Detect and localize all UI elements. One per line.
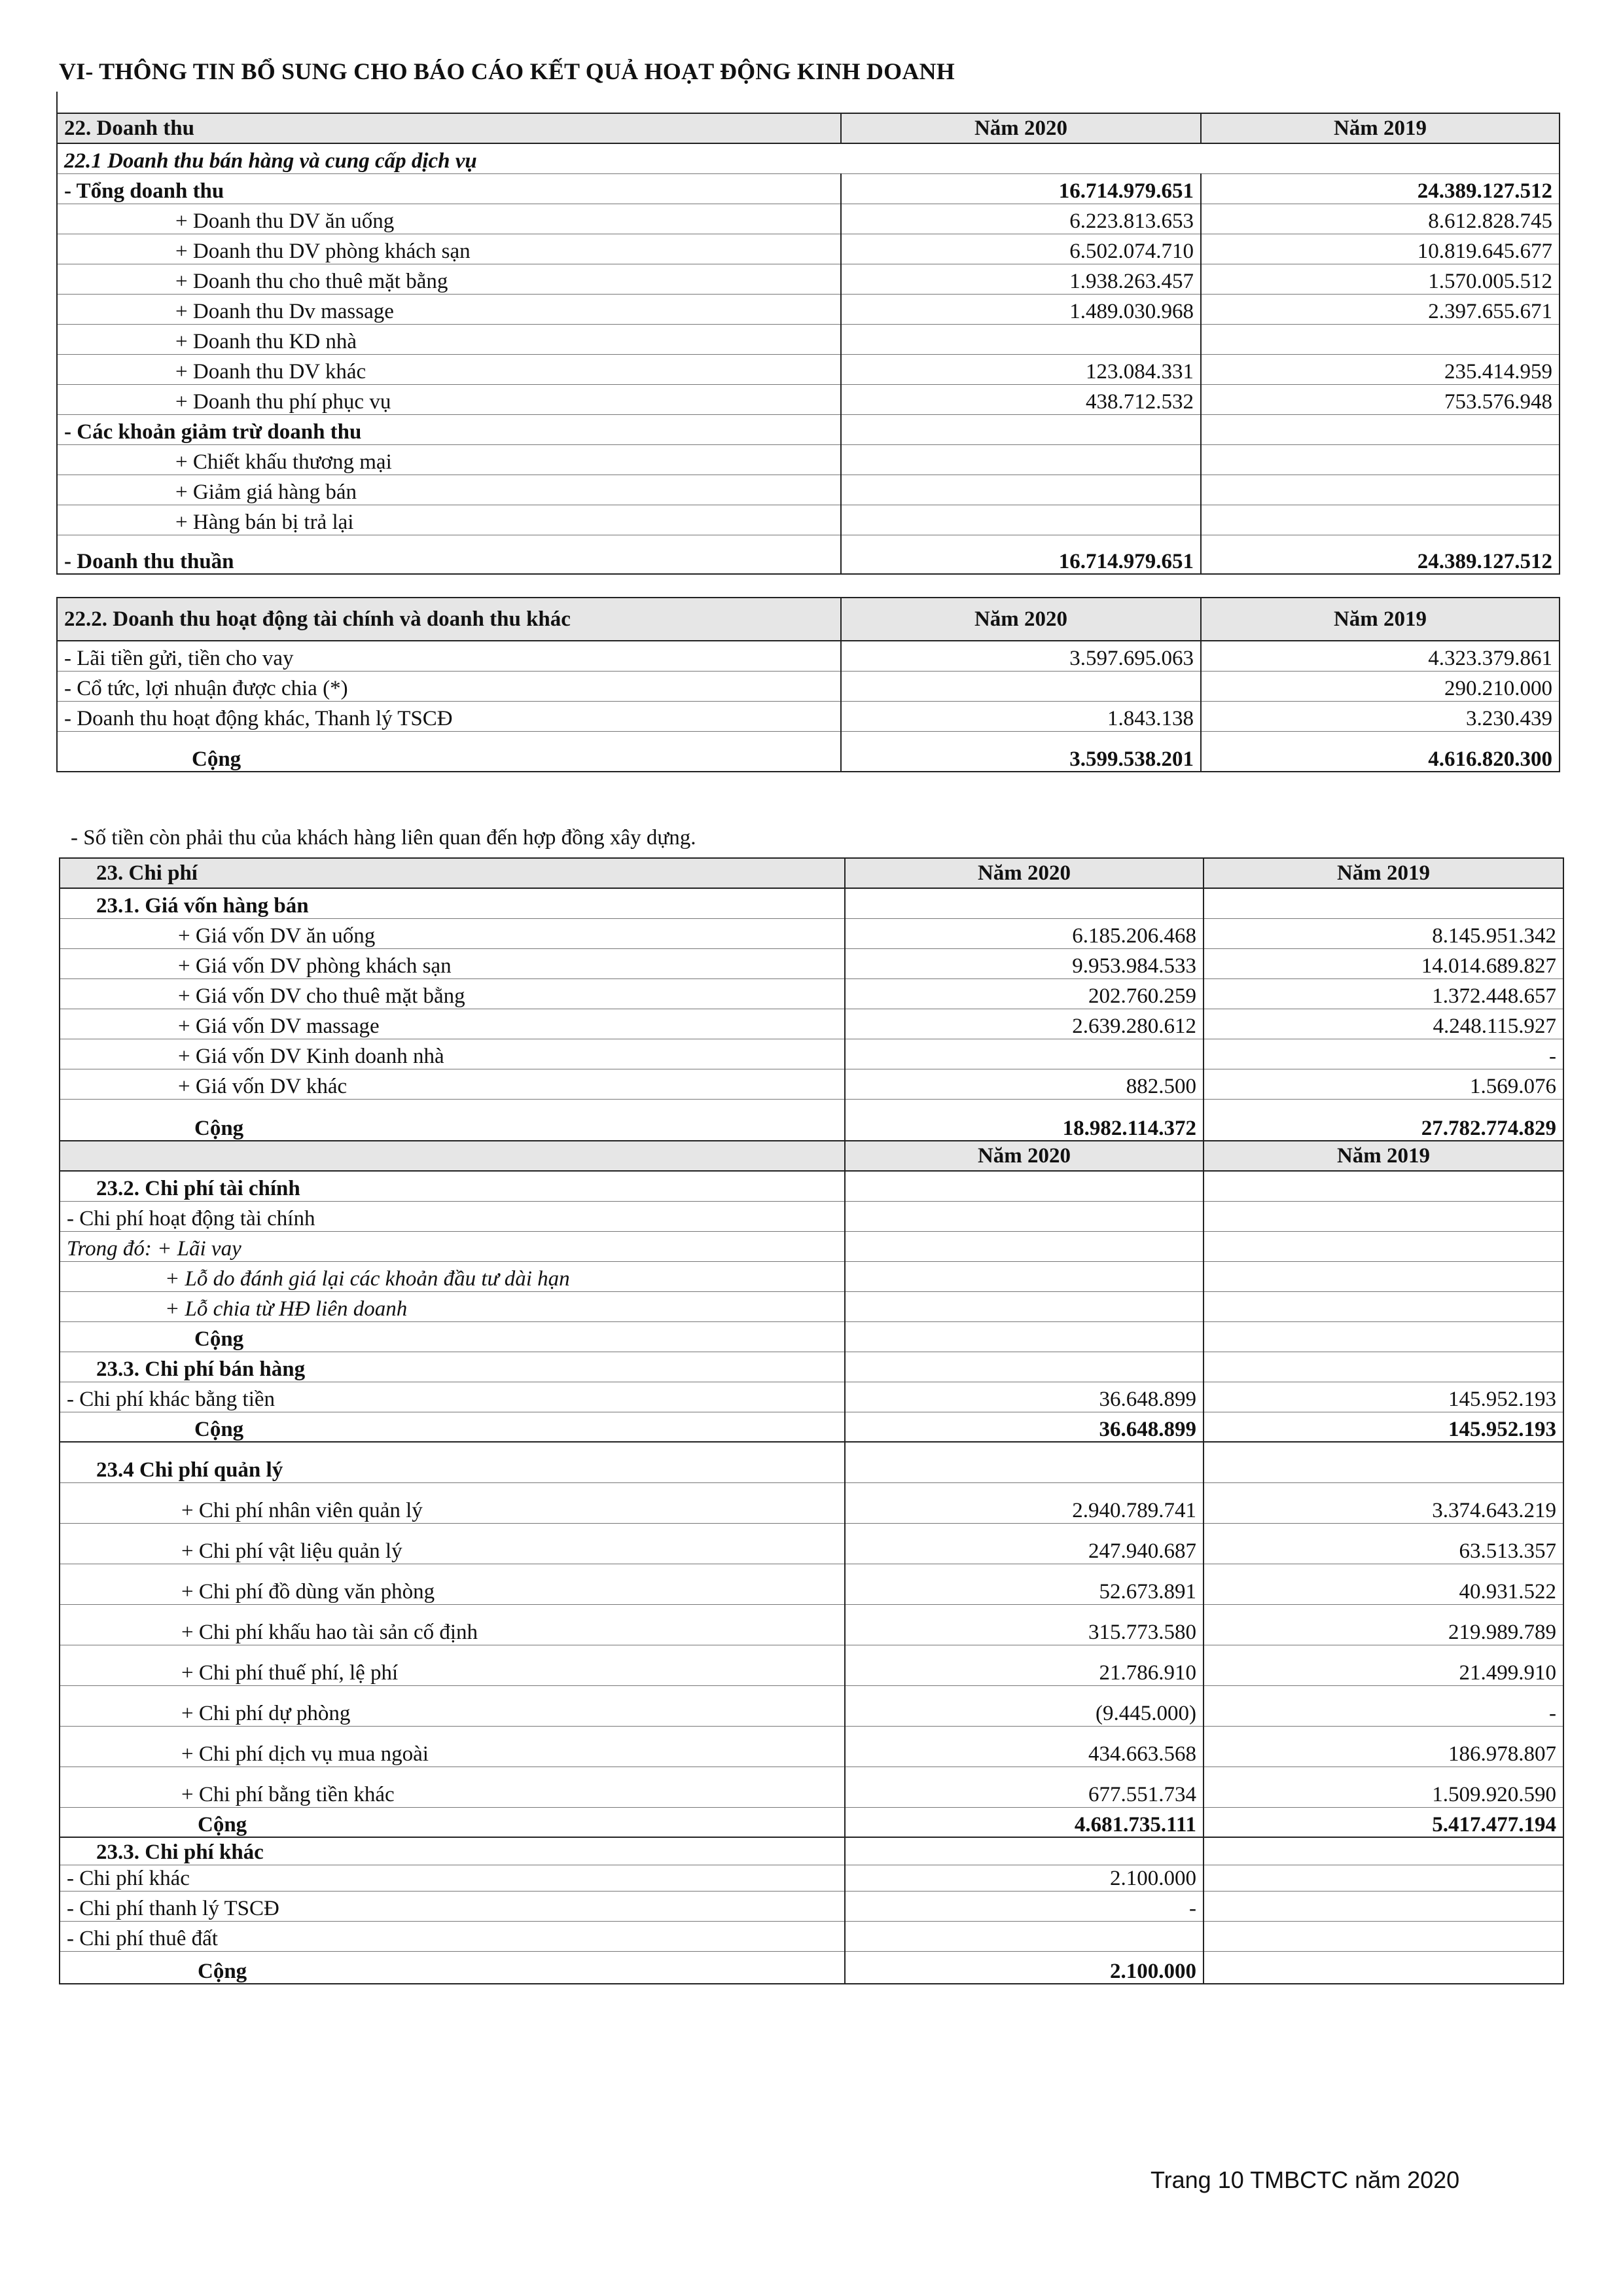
table-row: [60, 1482, 1563, 1523]
table-row: [60, 1171, 1563, 1201]
row-label: [57, 641, 841, 671]
table-row: [57, 701, 1560, 731]
value-2020: [841, 671, 1201, 701]
value-2020: [845, 1261, 1204, 1291]
value-2020: [845, 1442, 1204, 1482]
table-row: [60, 1352, 1563, 1382]
table-row: [60, 1382, 1563, 1412]
row-label: [60, 918, 845, 948]
row-label: [57, 475, 841, 505]
label-text: + Doanh thu cho thuê mặt bằng: [175, 270, 448, 294]
value-2020: [841, 324, 1201, 354]
value-2020: 123.084.331: [841, 354, 1201, 384]
value-2020: [845, 888, 1204, 918]
label-text: - Doanh thu thuần: [64, 549, 234, 573]
value-2019: [1204, 1231, 1563, 1261]
row-label: [60, 1865, 845, 1891]
value-2019: [1204, 1291, 1563, 1321]
table-row: [60, 1921, 1563, 1951]
value-2019: [1204, 1837, 1563, 1865]
table-row: [60, 1767, 1563, 1807]
row-label: [57, 598, 841, 641]
value-2019: 24.389.127.512: [1201, 173, 1560, 204]
table-row: [57, 641, 1560, 671]
value-2019: 27.782.774.829: [1204, 1099, 1563, 1141]
row-label: [60, 1807, 845, 1837]
table-row: [60, 1685, 1563, 1726]
row-label: [57, 234, 841, 264]
value-2020: 6.185.206.468: [845, 918, 1204, 948]
table-row: [57, 173, 1560, 204]
value-2020: 21.786.910: [845, 1645, 1204, 1685]
value-2019: Năm 2019: [1201, 598, 1560, 641]
row-label: [57, 324, 841, 354]
label-text: + Doanh thu phí phục vụ: [175, 390, 391, 414]
label-text: - Chi phí thuê đất: [67, 1927, 218, 1951]
label-text: - Chi phí hoạt động tài chính: [67, 1207, 315, 1231]
value-2020: 16.714.979.651: [841, 535, 1201, 574]
value-2020: [845, 1201, 1204, 1231]
row-label: [60, 1767, 845, 1807]
label-text: 22. Doanh thu: [64, 116, 194, 140]
label-text: + Doanh thu DV phòng khách sạn: [175, 240, 471, 264]
table-row: [57, 354, 1560, 384]
value-2020: Năm 2020: [845, 858, 1204, 888]
row-label: [57, 671, 841, 701]
value-2020: Năm 2020: [845, 1141, 1204, 1171]
table-row: [60, 1442, 1563, 1482]
total-row: [57, 731, 1560, 772]
row-label: [60, 888, 845, 918]
row-label: [60, 1482, 845, 1523]
label-text: - Lãi tiền gửi, tiền cho vay: [64, 647, 294, 671]
label-text: + Chi phí dịch vụ mua ngoài: [181, 1742, 429, 1767]
value-2019: 4.248.115.927: [1204, 1009, 1563, 1039]
row-label: [60, 1442, 845, 1482]
row-label: [60, 1921, 845, 1951]
table-row: [60, 978, 1563, 1009]
table-row: [60, 1009, 1563, 1039]
label-text: Trong đó: + Lãi vay: [67, 1237, 241, 1261]
value-2019: 63.513.357: [1204, 1523, 1563, 1564]
table-row: [57, 414, 1560, 444]
row-label: [60, 1231, 845, 1261]
row-label: [57, 535, 841, 574]
row-label: [60, 1891, 845, 1921]
row-label: [57, 113, 841, 143]
table-row: [60, 948, 1563, 978]
value-2019: [1204, 1201, 1563, 1231]
value-2020: 2.639.280.612: [845, 1009, 1204, 1039]
label-text: 23.2. Chi phí tài chính: [96, 1177, 300, 1201]
table-row: [57, 384, 1560, 414]
value-2020: 247.940.687: [845, 1523, 1204, 1564]
label-text: + Doanh thu Dv massage: [175, 300, 394, 324]
table-row: [60, 1231, 1563, 1261]
value-2019: [1204, 1261, 1563, 1291]
table-row: [57, 294, 1560, 324]
label-text: - Tổng doanh thu: [64, 179, 224, 204]
value-2020: 6.502.074.710: [841, 234, 1201, 264]
label-text: - Các khoản giảm trừ doanh thu: [64, 420, 362, 444]
row-label: [57, 354, 841, 384]
value-2020: 18.982.114.372: [845, 1099, 1204, 1141]
row-label: [60, 1951, 845, 1984]
label-text: - Cổ tức, lợi nhuận được chia (*): [64, 677, 348, 701]
value-2019: [1204, 1951, 1563, 1984]
label-text: + Giá vốn DV cho thuê mặt bằng: [178, 984, 465, 1009]
value-2020: 202.760.259: [845, 978, 1204, 1009]
value-2019: 145.952.193: [1204, 1412, 1563, 1442]
table-row: [57, 475, 1560, 505]
value-2019: Năm 2019: [1204, 858, 1563, 888]
table-row: [60, 1645, 1563, 1685]
row-label: [57, 701, 841, 731]
row-label: [60, 1523, 845, 1564]
row-label: [60, 1564, 845, 1604]
value-2019: [1201, 414, 1560, 444]
row-label: [60, 1645, 845, 1685]
value-2020: 52.673.891: [845, 1564, 1204, 1604]
label-text: + Chiết khấu thương mại: [175, 450, 392, 475]
total-row: [60, 1807, 1563, 1837]
row-label: [60, 1291, 845, 1321]
value-2020: 4.681.735.111: [845, 1807, 1204, 1837]
table-row: [60, 1261, 1563, 1291]
row-label: [57, 384, 841, 414]
value-2019: 8.612.828.745: [1201, 204, 1560, 234]
row-label: [60, 1837, 845, 1865]
label-text: 23.1. Giá vốn hàng bán: [96, 894, 309, 918]
label-text: + Giá vốn DV phòng khách sạn: [178, 954, 452, 978]
total-row: [57, 535, 1560, 574]
table-row: [60, 1837, 1563, 1865]
value-2020: [845, 1837, 1204, 1865]
table-row: [57, 264, 1560, 294]
value-2020: 1.489.030.968: [841, 294, 1201, 324]
label-text: 23.3. Chi phí khác: [96, 1840, 264, 1865]
value-2019: 1.569.076: [1204, 1069, 1563, 1099]
row-label: [57, 414, 841, 444]
value-2019: [1204, 1321, 1563, 1352]
value-2019: 186.978.807: [1204, 1726, 1563, 1767]
row-label: [60, 1604, 845, 1645]
value-2019: 1.372.448.657: [1204, 978, 1563, 1009]
table-row: [57, 505, 1560, 535]
label-text: + Doanh thu DV ăn uống: [175, 209, 395, 234]
label-text: + Lỗ chia từ HĐ liên doanh: [165, 1297, 408, 1321]
table-header-row: [60, 858, 1563, 888]
value-2020: Năm 2020: [841, 598, 1201, 641]
label-text: - Chi phí khác: [67, 1867, 190, 1891]
value-2019: 3.230.439: [1201, 701, 1560, 731]
value-2019: [1204, 1442, 1563, 1482]
revenue-table: [56, 113, 1560, 575]
row-label: [60, 1009, 845, 1039]
value-2020: [841, 444, 1201, 475]
row-label: [57, 264, 841, 294]
value-2019: 5.417.477.194: [1204, 1807, 1563, 1837]
value-2019: [1204, 888, 1563, 918]
value-2019: Năm 2019: [1204, 1141, 1563, 1171]
value-2019: 4.323.379.861: [1201, 641, 1560, 671]
value-2020: [841, 505, 1201, 535]
value-2019: 10.819.645.677: [1201, 234, 1560, 264]
table-row: [60, 1891, 1563, 1921]
value-2020: [845, 1321, 1204, 1352]
value-2020: [845, 1171, 1204, 1201]
value-2020: 315.773.580: [845, 1604, 1204, 1645]
label-text: Cộng: [194, 1417, 244, 1441]
row-label: [60, 1352, 845, 1382]
value-2019: 1.570.005.512: [1201, 264, 1560, 294]
value-2020: 3.599.538.201: [841, 731, 1201, 772]
label-text: + Chi phí thuế phí, lệ phí: [181, 1661, 399, 1685]
value-2019: [1201, 505, 1560, 535]
label-text: + Chi phí khấu hao tài sản cố định: [181, 1621, 478, 1645]
label-text: 22.1 Doanh thu bán hàng và cung cấp dịch vụ: [64, 149, 477, 173]
value-2019: [1201, 324, 1560, 354]
value-2020: 2.940.789.741: [845, 1482, 1204, 1523]
row-label: [60, 1141, 845, 1171]
table-row: [60, 1291, 1563, 1321]
value-2019: 219.989.789: [1204, 1604, 1563, 1645]
table-header-row: [57, 113, 1560, 143]
value-2020: 9.953.984.533: [845, 948, 1204, 978]
label-text: + Chi phí đồ dùng văn phòng: [181, 1580, 435, 1604]
label-text: + Chi phí vật liệu quản lý: [181, 1539, 402, 1564]
table-row: [60, 1564, 1563, 1604]
table-row: [60, 1321, 1563, 1352]
value-2019: 290.210.000: [1201, 671, 1560, 701]
value-2019: 145.952.193: [1204, 1382, 1563, 1412]
row-label: [60, 1321, 845, 1352]
value-2020: 438.712.532: [841, 384, 1201, 414]
row-label: [60, 858, 845, 888]
construction-receivable-note: - Số tiền còn phải thu của khách hàng liên quan đến hợp đồng xây dựng.: [71, 826, 696, 850]
label-text: + Doanh thu DV khác: [175, 360, 366, 384]
table-row: [60, 1604, 1563, 1645]
row-label: [57, 444, 841, 475]
value-2020: [845, 1921, 1204, 1951]
row-label: [60, 1382, 845, 1412]
row-label: [57, 294, 841, 324]
table-row: [60, 1726, 1563, 1767]
value-2020: 36.648.899: [845, 1412, 1204, 1442]
value-2020: 1.843.138: [841, 701, 1201, 731]
value-2019: [1201, 475, 1560, 505]
table-row: [57, 143, 1560, 173]
table-row: [57, 444, 1560, 475]
value-2020: [845, 1291, 1204, 1321]
row-label: [57, 143, 1560, 173]
total-row: [60, 1099, 1563, 1141]
table-row: [60, 1039, 1563, 1069]
value-2020: [841, 414, 1201, 444]
label-text: - Doanh thu hoạt động khác, Thanh lý TSCĐ: [64, 707, 453, 731]
value-2020: 36.648.899: [845, 1382, 1204, 1412]
row-label: [60, 1261, 845, 1291]
label-text: Cộng: [194, 1327, 244, 1352]
label-text: Cộng: [198, 1812, 247, 1837]
page-footer: Trang 10 TMBCTC năm 2020: [1150, 2166, 1460, 2193]
label-text: + Giá vốn DV Kinh doanh nhà: [178, 1045, 444, 1069]
label-text: + Giá vốn DV massage: [178, 1014, 380, 1039]
value-2020: 1.938.263.457: [841, 264, 1201, 294]
value-2019: 21.499.910: [1204, 1645, 1563, 1685]
row-label: [60, 1685, 845, 1726]
value-2019: 753.576.948: [1201, 384, 1560, 414]
value-2019: 235.414.959: [1201, 354, 1560, 384]
label-text: - Chi phí khác bằng tiền: [67, 1388, 276, 1412]
value-2019: 1.509.920.590: [1204, 1767, 1563, 1807]
table-row: [60, 918, 1563, 948]
label-text: 22.2. Doanh thu hoạt động tài chính và doanh thu khác: [64, 607, 571, 631]
value-2019: [1204, 1865, 1563, 1891]
label-text: + Hàng bán bị trả lại: [175, 511, 354, 535]
label-text: 23.4 Chi phí quản lý: [96, 1458, 283, 1482]
value-2020: -: [845, 1891, 1204, 1921]
value-2019: [1204, 1352, 1563, 1382]
table-row: [60, 1069, 1563, 1099]
value-2019: -: [1204, 1685, 1563, 1726]
label-text: + Giá vốn DV khác: [178, 1075, 348, 1099]
value-2020: [845, 1039, 1204, 1069]
value-2020: 882.500: [845, 1069, 1204, 1099]
value-2019: [1204, 1891, 1563, 1921]
row-label: [60, 1726, 845, 1767]
value-2020: (9.445.000): [845, 1685, 1204, 1726]
value-2019: -: [1204, 1039, 1563, 1069]
value-2019: 4.616.820.300: [1201, 731, 1560, 772]
value-2020: 6.223.813.653: [841, 204, 1201, 234]
label-text: + Chi phí dự phòng: [181, 1702, 351, 1726]
label-text: + Lỗ do đánh giá lại các khoản đầu tư dài hạn: [165, 1267, 570, 1291]
label-text: Cộng: [194, 1116, 244, 1140]
row-label: [60, 1039, 845, 1069]
value-2020: [845, 1352, 1204, 1382]
value-2020: 16.714.979.651: [841, 173, 1201, 204]
value-2020: 2.100.000: [845, 1865, 1204, 1891]
total-row: [60, 1412, 1563, 1442]
value-2020: 3.597.695.063: [841, 641, 1201, 671]
row-label: [57, 173, 841, 204]
table-row: [57, 324, 1560, 354]
table-row: [60, 1523, 1563, 1564]
label-text: Cộng: [192, 747, 241, 771]
row-label: [57, 731, 841, 772]
section-heading: VI- THÔNG TIN BỔ SUNG CHO BÁO CÁO KẾT QUẢ HOẠT ĐỘNG KINH DOANH: [59, 58, 955, 84]
table-row: [60, 1865, 1563, 1891]
value-2020: 677.551.734: [845, 1767, 1204, 1807]
label-text: - Chi phí thanh lý TSCĐ: [67, 1897, 279, 1921]
row-label: [60, 1171, 845, 1201]
value-2020: Năm 2020: [841, 113, 1201, 143]
row-label: [57, 204, 841, 234]
label-text: 23. Chi phí: [96, 861, 198, 885]
row-label: [60, 948, 845, 978]
value-2019: 40.931.522: [1204, 1564, 1563, 1604]
row-label: [60, 1099, 845, 1141]
value-2019: 24.389.127.512: [1201, 535, 1560, 574]
value-2020: [845, 1231, 1204, 1261]
value-2019: [1204, 1171, 1563, 1201]
value-2019: 8.145.951.342: [1204, 918, 1563, 948]
table-row: [60, 888, 1563, 918]
table-header-row: [57, 598, 1560, 641]
value-2020: [841, 475, 1201, 505]
label-text: + Chi phí bằng tiền khác: [181, 1783, 395, 1807]
label-text: + Chi phí nhân viên quản lý: [181, 1499, 423, 1523]
value-2019: 3.374.643.219: [1204, 1482, 1563, 1523]
row-label: [60, 1069, 845, 1099]
label-text: + Doanh thu KD nhà: [175, 330, 357, 354]
table-header-row: [60, 1141, 1563, 1171]
label-text: + Giảm giá hàng bán: [175, 480, 357, 505]
value-2019: 14.014.689.827: [1204, 948, 1563, 978]
value-2019: [1201, 444, 1560, 475]
row-label: [60, 978, 845, 1009]
table-row: [57, 204, 1560, 234]
value-2020: 2.100.000: [845, 1951, 1204, 1984]
value-2020: 434.663.568: [845, 1726, 1204, 1767]
value-2019: [1204, 1921, 1563, 1951]
table-row: [57, 234, 1560, 264]
row-label: [60, 1412, 845, 1442]
row-label: [57, 505, 841, 535]
value-2019: Năm 2019: [1201, 113, 1560, 143]
table-row: [60, 1201, 1563, 1231]
total-row: [60, 1951, 1563, 1984]
label-text: Cộng: [198, 1959, 247, 1983]
value-2019: 2.397.655.671: [1201, 294, 1560, 324]
financial-revenue-table: [56, 597, 1560, 772]
expense-table: [59, 857, 1564, 1984]
table-row: [57, 671, 1560, 701]
row-label: [60, 1201, 845, 1231]
label-text: 23.3. Chi phí bán hàng: [96, 1357, 306, 1382]
label-text: + Giá vốn DV ăn uống: [178, 924, 376, 948]
